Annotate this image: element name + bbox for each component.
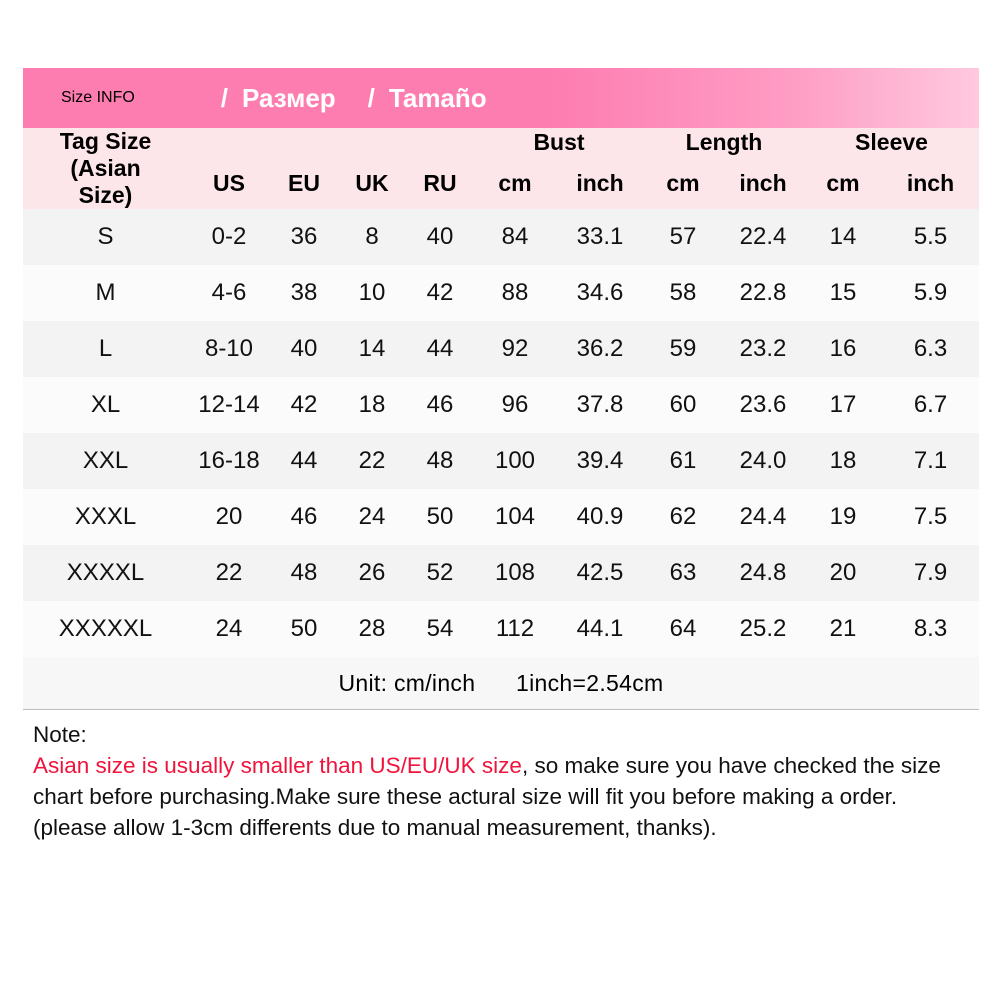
cell-bust-inch: 42.5 [556, 545, 644, 601]
cell-ru: 52 [406, 545, 474, 601]
cell-sleeve-cm: 16 [804, 321, 882, 377]
cell-eu: 36 [270, 209, 338, 265]
cell-us: 12-14 [188, 377, 270, 433]
cell-bust-cm: 104 [474, 489, 556, 545]
header-uk: UK [338, 157, 406, 209]
cell-sleeve-inch: 6.7 [882, 377, 979, 433]
cell-sleeve-inch: 7.9 [882, 545, 979, 601]
cell-uk: 22 [338, 433, 406, 489]
table-row [23, 489, 979, 545]
cell-sleeve-inch: 5.9 [882, 265, 979, 321]
cell-bust-cm: 108 [474, 545, 556, 601]
table-header-row-groups [23, 128, 979, 157]
cell-ru: 42 [406, 265, 474, 321]
note-body [33, 751, 969, 843]
cell-tag: M [23, 265, 188, 321]
cell-length-cm: 64 [644, 601, 722, 657]
cell-length-cm: 61 [644, 433, 722, 489]
note-section [23, 709, 979, 849]
cell-sleeve-inch: 8.3 [882, 601, 979, 657]
banner-title-en: Size INFO [61, 89, 135, 106]
cell-eu: 44 [270, 433, 338, 489]
cell-uk: 14 [338, 321, 406, 377]
cell-bust-inch: 33.1 [556, 209, 644, 265]
header-blank-us [188, 128, 270, 157]
cell-tag: L [23, 321, 188, 377]
table-row [23, 377, 979, 433]
cell-eu: 48 [270, 545, 338, 601]
cell-us: 8-10 [188, 321, 270, 377]
table-row [23, 265, 979, 321]
cell-tag: XL [23, 377, 188, 433]
cell-sleeve-cm: 14 [804, 209, 882, 265]
header-tag-size-line-2: (Asian [70, 155, 141, 182]
cell-ru: 50 [406, 489, 474, 545]
cell-us: 4-6 [188, 265, 270, 321]
cell-sleeve-cm: 18 [804, 433, 882, 489]
note-rest: , so make sure you have checked the size chart before purchasing.Make sure these actural size will fit you before making a order.(please allow 1-3cm differents due to manual measurement, thanks). [33, 753, 941, 840]
cell-length-inch: 23.2 [722, 321, 804, 377]
table-row [23, 209, 979, 265]
header-us: US [188, 157, 270, 209]
cell-sleeve-cm: 19 [804, 489, 882, 545]
cell-sleeve-inch: 7.1 [882, 433, 979, 489]
cell-eu: 42 [270, 377, 338, 433]
header-length-inch: inch [722, 157, 804, 209]
header-blank-eu [270, 128, 338, 157]
cell-sleeve-inch: 6.3 [882, 321, 979, 377]
cell-us: 24 [188, 601, 270, 657]
cell-eu: 46 [270, 489, 338, 545]
cell-bust-inch: 36.2 [556, 321, 644, 377]
banner-separator-1: / [220, 82, 229, 113]
cell-bust-inch: 37.8 [556, 377, 644, 433]
note-highlight: Asian size is usually smaller than US/EU/UK size [33, 753, 522, 779]
header-bust-inch: inch [556, 157, 644, 209]
cell-ru: 44 [406, 321, 474, 377]
header-tag-size [23, 128, 188, 209]
unit-note-primary: Unit: cm/inch [338, 669, 476, 696]
cell-sleeve-cm: 15 [804, 265, 882, 321]
unit-note-row [23, 657, 979, 709]
cell-sleeve-cm: 20 [804, 545, 882, 601]
cell-uk: 8 [338, 209, 406, 265]
cell-tag: XXXXL [23, 545, 188, 601]
cell-bust-cm: 88 [474, 265, 556, 321]
cell-ru: 48 [406, 433, 474, 489]
cell-length-inch: 22.8 [722, 265, 804, 321]
cell-tag: S [23, 209, 188, 265]
cell-sleeve-cm: 21 [804, 601, 882, 657]
cell-tag: XXL [23, 433, 188, 489]
cell-ru: 40 [406, 209, 474, 265]
cell-tag: XXXXXL [23, 601, 188, 657]
banner-title-ru: Размер [242, 82, 336, 113]
cell-us: 20 [188, 489, 270, 545]
header-blank-ru [406, 128, 474, 157]
cell-length-cm: 60 [644, 377, 722, 433]
table-header [23, 128, 979, 209]
cell-us: 16-18 [188, 433, 270, 489]
cell-bust-cm: 84 [474, 209, 556, 265]
header-tag-size-line-3: Size) [78, 182, 133, 209]
cell-sleeve-inch: 7.5 [882, 489, 979, 545]
header-tag-size-line-1: Tag Size [59, 128, 152, 154]
size-chart [23, 68, 979, 850]
cell-length-inch: 24.8 [722, 545, 804, 601]
chart-banner [23, 68, 979, 128]
header-sleeve-inch: inch [882, 157, 979, 209]
cell-sleeve-cm: 17 [804, 377, 882, 433]
cell-us: 0-2 [188, 209, 270, 265]
cell-bust-cm: 100 [474, 433, 556, 489]
table-row [23, 433, 979, 489]
size-table [23, 128, 979, 709]
cell-uk: 18 [338, 377, 406, 433]
cell-length-cm: 58 [644, 265, 722, 321]
cell-eu: 50 [270, 601, 338, 657]
cell-uk: 10 [338, 265, 406, 321]
cell-bust-inch: 44.1 [556, 601, 644, 657]
cell-bust-inch: 34.6 [556, 265, 644, 321]
header-length-cm: cm [644, 157, 722, 209]
banner-title-es: Tamaño [388, 82, 487, 113]
cell-ru: 46 [406, 377, 474, 433]
header-group-length: Length [644, 128, 804, 157]
header-ru: RU [406, 157, 474, 209]
table-body [23, 209, 979, 709]
cell-length-inch: 25.2 [722, 601, 804, 657]
cell-uk: 26 [338, 545, 406, 601]
cell-bust-inch: 40.9 [556, 489, 644, 545]
cell-ru: 54 [406, 601, 474, 657]
cell-length-inch: 24.4 [722, 489, 804, 545]
unit-note-conversion: 1inch=2.54cm [516, 669, 664, 696]
cell-length-cm: 59 [644, 321, 722, 377]
table-row [23, 601, 979, 657]
header-group-bust: Bust [474, 128, 644, 157]
cell-length-inch: 24.0 [722, 433, 804, 489]
banner-separator-2: / [367, 82, 375, 113]
table-row [23, 545, 979, 601]
cell-bust-cm: 92 [474, 321, 556, 377]
cell-uk: 24 [338, 489, 406, 545]
cell-bust-cm: 112 [474, 601, 556, 657]
cell-eu: 40 [270, 321, 338, 377]
cell-length-cm: 62 [644, 489, 722, 545]
note-label: Note: [33, 722, 87, 748]
header-sleeve-cm: cm [804, 157, 882, 209]
cell-uk: 28 [338, 601, 406, 657]
cell-us: 22 [188, 545, 270, 601]
cell-length-cm: 63 [644, 545, 722, 601]
table-row [23, 321, 979, 377]
cell-bust-cm: 96 [474, 377, 556, 433]
cell-sleeve-inch: 5.5 [882, 209, 979, 265]
header-bust-cm: cm [474, 157, 556, 209]
header-eu: EU [270, 157, 338, 209]
cell-eu: 38 [270, 265, 338, 321]
cell-tag: XXXL [23, 489, 188, 545]
header-group-sleeve: Sleeve [804, 128, 979, 157]
cell-bust-inch: 39.4 [556, 433, 644, 489]
cell-length-inch: 22.4 [722, 209, 804, 265]
cell-length-inch: 23.6 [722, 377, 804, 433]
cell-length-cm: 57 [644, 209, 722, 265]
header-blank-uk [338, 128, 406, 157]
unit-note-cell [23, 657, 979, 709]
